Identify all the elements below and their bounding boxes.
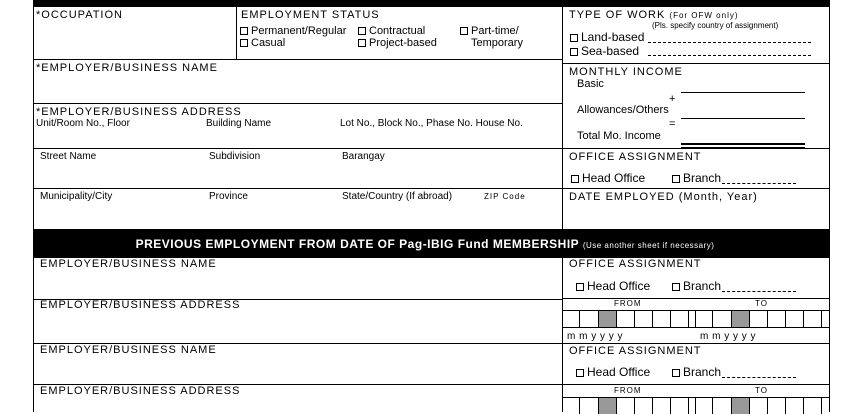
project-based-option[interactable]: Project-based — [358, 38, 437, 49]
to-digits-1: m m y y y y — [700, 331, 756, 342]
ofw-note: (For OFW only) — [669, 11, 739, 20]
type-of-work-label: TYPE OF WORK (For OFW only) — [569, 9, 739, 21]
divider-main — [562, 7, 563, 229]
to-label-1: TO — [755, 299, 768, 308]
prev-employer-name-2: EMPLOYER/BUSINESS NAME — [40, 344, 217, 356]
municipality-label: Municipality/City — [40, 191, 113, 202]
from-label-2: FROM — [614, 386, 642, 395]
allowances-line[interactable] — [681, 118, 805, 119]
street-label: Street Name — [40, 151, 97, 162]
prev-branch-2[interactable]: Branch — [672, 366, 721, 378]
total-line-1[interactable] — [681, 143, 805, 145]
frame-left — [33, 0, 34, 412]
zip-label: ZIP Code — [484, 192, 526, 201]
building-label: Building Name — [206, 118, 272, 129]
checkbox-icon[interactable] — [460, 27, 468, 35]
date-grid-1[interactable] — [562, 311, 830, 327]
permanent-option[interactable]: Permanent/Regular — [240, 26, 346, 37]
frame-right — [829, 0, 830, 412]
checkbox-icon[interactable] — [576, 369, 584, 377]
checkbox-icon[interactable] — [570, 34, 578, 42]
part-time-option[interactable]: Part-time/ — [460, 26, 519, 37]
province-label: Province — [209, 191, 248, 202]
from-digits-1: m m y y y y — [567, 331, 623, 342]
prev-office-label-2: OFFICE ASSIGNMENT — [569, 345, 702, 357]
prev-employer-address-2: EMPLOYER/BUSINESS ADDRESS — [40, 385, 241, 397]
temporary-label: Temporary — [471, 37, 523, 49]
allowances-label: Allowances/Others — [577, 104, 669, 116]
prev-head-office-1[interactable]: Head Office — [576, 280, 650, 292]
divider-main-lower — [562, 258, 563, 412]
basic-label: Basic — [577, 78, 604, 90]
land-based-option[interactable]: Land-based — [570, 31, 644, 43]
checkbox-icon[interactable] — [672, 283, 680, 291]
prev-employer-address-1: EMPLOYER/BUSINESS ADDRESS — [40, 299, 241, 311]
state-label: State/Country (If abroad) — [342, 191, 453, 202]
contractual-option[interactable]: Contractual — [358, 26, 425, 37]
previous-employment-title: PREVIOUS EMPLOYMENT FROM DATE OF Pag-IBIG Fund MEMBERSHIP (Use another sheet if necessary) — [135, 237, 715, 251]
prev-head-office-2[interactable]: Head Office — [576, 366, 650, 378]
checkbox-icon[interactable] — [570, 48, 578, 56]
total-income-label: Total Mo. Income — [577, 130, 661, 142]
branch-line[interactable] — [722, 183, 796, 184]
unit-label: Unit/Room No., Floor — [36, 118, 130, 129]
barangay-label: Barangay — [342, 151, 385, 162]
total-line-2 — [681, 147, 805, 149]
subdivision-label: Subdivision — [209, 151, 261, 162]
monthly-income-label: MONTHLY INCOME — [569, 66, 683, 78]
branch-option[interactable]: Branch — [672, 172, 721, 184]
office-assignment-label: OFFICE ASSIGNMENT — [569, 151, 702, 163]
previous-note: (Use another sheet if necessary) — [582, 241, 715, 250]
prev-branch-line-2[interactable] — [722, 377, 796, 378]
prev-branch-1[interactable]: Branch — [672, 280, 721, 292]
sea-based-option[interactable]: Sea-based — [570, 45, 639, 57]
prev-branch-line-1[interactable] — [722, 291, 796, 292]
employer-name-label: *EMPLOYER/BUSINESS NAME — [36, 62, 218, 74]
plus-sign: + — [669, 93, 676, 105]
equals-sign: = — [669, 118, 676, 130]
checkbox-icon[interactable] — [672, 175, 680, 183]
head-office-option[interactable]: Head Office — [571, 172, 645, 184]
lot-label: Lot No., Block No., Phase No. House No. — [340, 118, 523, 129]
occupation-label: *OCCUPATION — [36, 9, 123, 21]
date-employed-label: DATE EMPLOYED (Month, Year) — [569, 191, 758, 203]
checkbox-icon[interactable] — [576, 283, 584, 291]
checkbox-icon[interactable] — [672, 369, 680, 377]
checkbox-icon[interactable] — [240, 39, 248, 47]
country-line-2[interactable] — [648, 55, 811, 56]
country-line-1[interactable] — [648, 42, 811, 43]
to-label-2: TO — [755, 386, 768, 395]
from-label-1: FROM — [614, 299, 642, 308]
checkbox-icon[interactable] — [240, 27, 248, 35]
prev-office-label-1: OFFICE ASSIGNMENT — [569, 258, 702, 270]
checkbox-icon[interactable] — [358, 39, 366, 47]
date-grid-2[interactable] — [562, 398, 830, 412]
employer-address-label: *EMPLOYER/BUSINESS ADDRESS — [36, 106, 242, 118]
pls-specify-note: (Pls. specify country of assignment) — [652, 21, 779, 30]
casual-option[interactable]: Casual — [240, 38, 285, 49]
checkbox-icon[interactable] — [571, 175, 579, 183]
checkbox-icon[interactable] — [358, 27, 366, 35]
top-bar — [33, 0, 830, 7]
basic-line[interactable] — [681, 92, 805, 93]
prev-employer-name-1: EMPLOYER/BUSINESS NAME — [40, 258, 217, 270]
divider-occupation — [236, 7, 237, 59]
employment-status-label: EMPLOYMENT STATUS — [241, 9, 380, 21]
